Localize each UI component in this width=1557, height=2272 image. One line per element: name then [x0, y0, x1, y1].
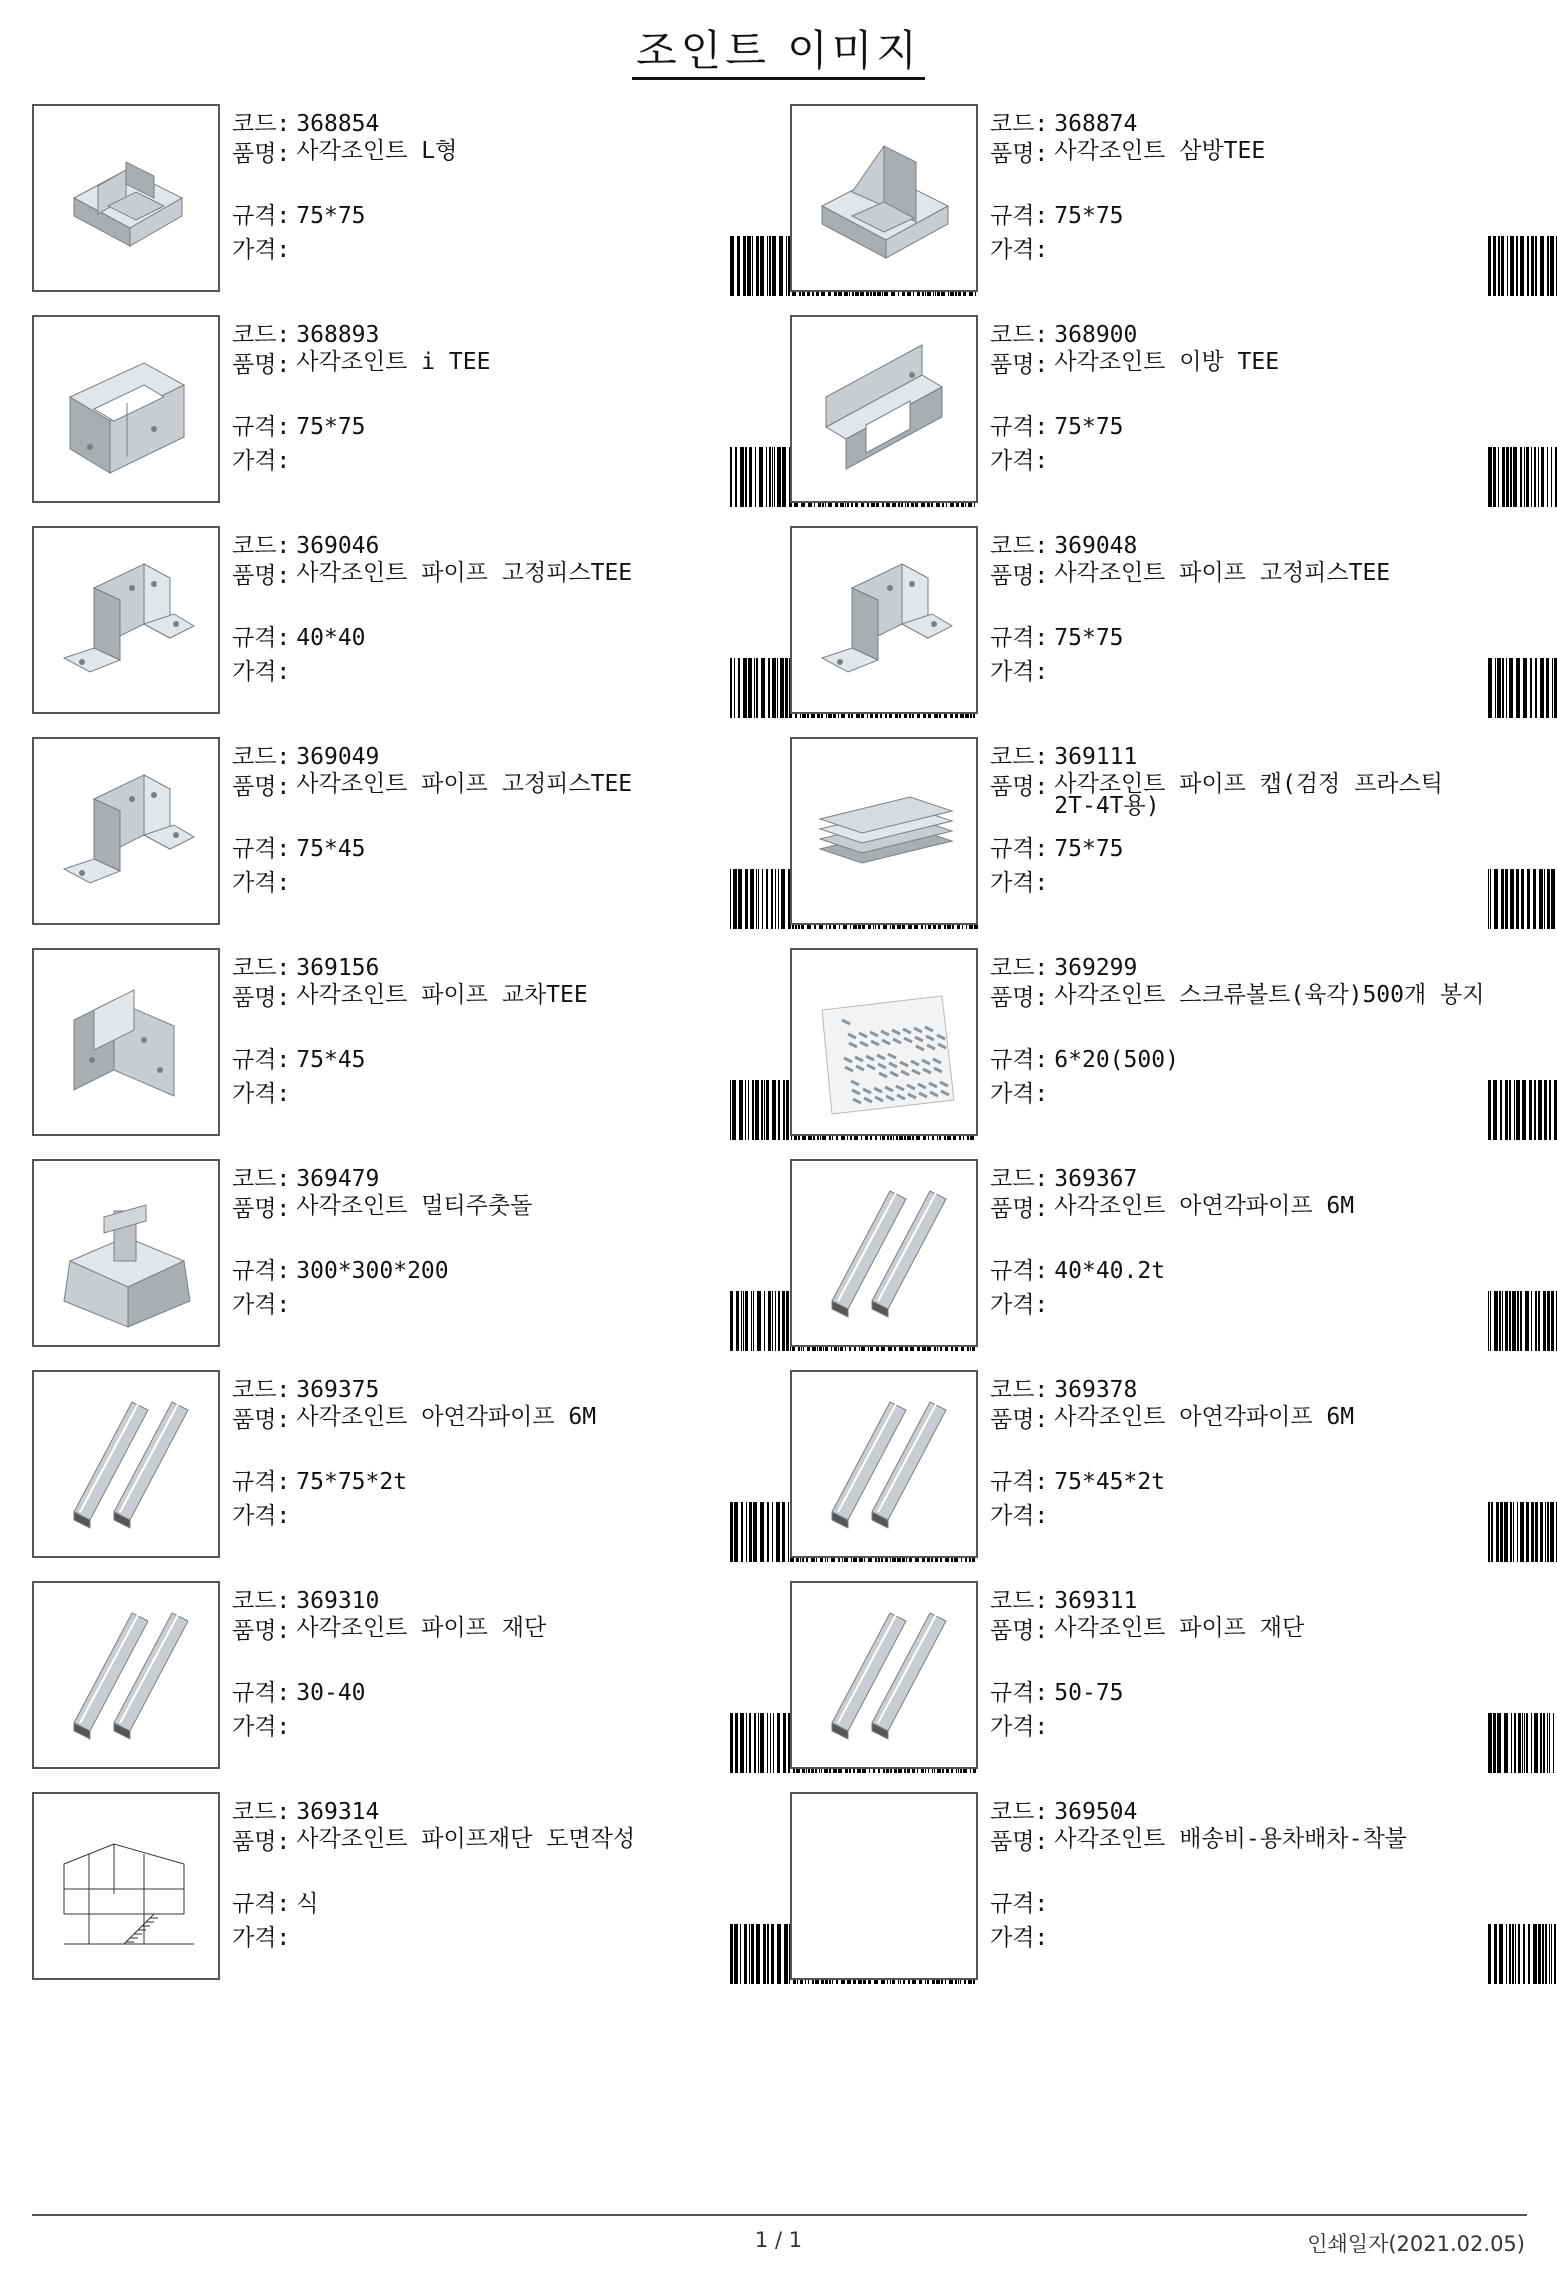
spec-label: 규격: — [990, 625, 1049, 651]
spec-label: 규격: — [232, 1047, 291, 1073]
price-label: 가격: — [990, 1081, 1049, 1107]
product-card — [32, 315, 780, 507]
product-card — [790, 1159, 1538, 1351]
name-row — [232, 1828, 780, 1856]
name-value: 사각조인트 아연각파이프 6M — [1054, 1404, 1355, 1430]
product-image — [32, 526, 220, 714]
code-label: 코드: — [990, 533, 1049, 559]
square-pipe-icon — [792, 1583, 976, 1767]
name-label: 품명: — [990, 1407, 1049, 1433]
code-row — [990, 1376, 1137, 1404]
product-image — [32, 737, 220, 925]
name-value: 사각조인트 L형 — [296, 138, 458, 164]
price-label: 가격: — [990, 1925, 1049, 1951]
code-row — [990, 532, 1137, 560]
price-label: 가격: — [232, 870, 291, 896]
name-value: 사각조인트 배송비-용차배차-착불 — [1054, 1826, 1407, 1852]
name-row — [232, 562, 780, 590]
product-card — [790, 526, 1538, 718]
spec-value: 식 — [296, 1891, 319, 1917]
price-label: 가격: — [990, 659, 1049, 685]
spec-value: 40*40 — [296, 625, 366, 651]
name-value: 사각조인트 삼방TEE — [1054, 138, 1266, 164]
code-row — [990, 743, 1137, 771]
spec-row — [990, 1468, 1165, 1496]
code-value: 369367 — [1054, 1166, 1138, 1192]
code-value: 369378 — [1054, 1377, 1138, 1403]
name-value: 사각조인트 파이프 재단 — [1054, 1615, 1305, 1641]
three-way-tee-icon — [792, 106, 976, 290]
name-label: 품명: — [990, 563, 1049, 589]
code-label: 코드: — [990, 955, 1049, 981]
spec-value: 75*75 — [296, 414, 366, 440]
spec-row — [990, 1890, 1054, 1918]
name-label: 품명: — [232, 352, 291, 378]
name-value: 사각조인트 파이프 고정피스TEE — [1054, 560, 1391, 586]
price-row — [232, 447, 296, 475]
name-value: 사각조인트 파이프 고정피스TEE — [296, 771, 633, 797]
code-row — [232, 532, 379, 560]
foundation-block-icon — [34, 1161, 218, 1345]
code-value: 369049 — [296, 744, 380, 770]
name-value: 사각조인트 아연각파이프 6M — [1054, 1193, 1355, 1219]
product-card — [32, 1159, 780, 1351]
barcode — [1488, 1502, 1557, 1562]
spec-value: 50-75 — [1054, 1680, 1124, 1706]
code-label: 코드: — [232, 533, 291, 559]
bracket-icon — [34, 528, 218, 712]
code-value: 369299 — [1054, 955, 1138, 981]
product-card — [790, 737, 1538, 929]
name-label: 품명: — [990, 1196, 1049, 1222]
spec-row — [990, 1679, 1124, 1707]
spec-value: 75*75 — [296, 203, 366, 229]
barcode — [1488, 447, 1557, 507]
name-label: 품명: — [232, 1618, 291, 1644]
barcode — [1488, 1080, 1557, 1140]
code-row — [232, 743, 379, 771]
code-value: 369156 — [296, 955, 380, 981]
spec-value: 75*75 — [1054, 203, 1124, 229]
product-image — [32, 1792, 220, 1980]
price-label: 가격: — [990, 448, 1049, 474]
barcode — [1488, 1924, 1557, 1984]
price-row — [990, 1291, 1054, 1319]
code-label: 코드: — [232, 1377, 291, 1403]
code-label: 코드: — [990, 1799, 1049, 1825]
name-row — [232, 1617, 780, 1645]
name-label: 품명: — [990, 1829, 1049, 1855]
code-row — [232, 1587, 379, 1615]
name-row — [990, 351, 1538, 379]
code-value: 369314 — [296, 1799, 380, 1825]
spec-row — [990, 1046, 1179, 1074]
spec-row — [232, 1468, 407, 1496]
product-card — [790, 1581, 1538, 1773]
price-row — [990, 658, 1054, 686]
price-label: 가격: — [990, 1714, 1049, 1740]
spec-label: 규격: — [990, 414, 1049, 440]
spec-value: 6*20(500) — [1054, 1047, 1179, 1073]
code-row — [232, 1165, 379, 1193]
spec-label: 규격: — [232, 1680, 291, 1706]
product-card — [32, 737, 780, 929]
bracket-icon — [34, 739, 218, 923]
code-label: 코드: — [232, 322, 291, 348]
square-pipe-icon — [792, 1161, 976, 1345]
name-value: 사각조인트 파이프재단 도면작성 — [296, 1826, 636, 1852]
name-row — [990, 984, 1538, 1012]
code-row — [990, 954, 1137, 982]
name-label: 품명: — [990, 352, 1049, 378]
name-label: 품명: — [990, 141, 1049, 167]
spec-value: 75*45*2t — [1054, 1469, 1166, 1495]
price-label: 가격: — [232, 1925, 291, 1951]
name-row — [990, 562, 1538, 590]
barcode — [1488, 869, 1557, 929]
spec-value: 40*40.2t — [1054, 1258, 1166, 1284]
price-label: 가격: — [232, 1081, 291, 1107]
square-pipe-icon — [34, 1372, 218, 1556]
cap-plates-icon — [792, 739, 976, 923]
spec-row — [990, 413, 1124, 441]
price-row — [990, 447, 1054, 475]
barcode — [1488, 1291, 1557, 1351]
code-label: 코드: — [990, 322, 1049, 348]
spec-row — [232, 1679, 366, 1707]
spec-label: 규격: — [990, 1047, 1049, 1073]
barcode — [1488, 658, 1557, 718]
code-value: 369479 — [296, 1166, 380, 1192]
product-card — [32, 1581, 780, 1773]
name-row — [990, 773, 1538, 817]
code-value: 369311 — [1054, 1588, 1138, 1614]
name-row — [232, 1406, 780, 1434]
square-pipe-icon — [792, 1372, 976, 1556]
cross-tee-icon — [34, 950, 218, 1134]
spec-value: 300*300*200 — [296, 1258, 449, 1284]
code-row — [232, 1798, 379, 1826]
name-row — [232, 773, 780, 801]
bracket-icon — [792, 528, 976, 712]
code-label: 코드: — [232, 744, 291, 770]
product-card — [790, 104, 1538, 296]
price-label: 가격: — [232, 1714, 291, 1740]
code-row — [990, 1165, 1137, 1193]
price-label: 가격: — [990, 237, 1049, 263]
spec-row — [990, 1257, 1165, 1285]
name-label: 품명: — [232, 563, 291, 589]
price-row — [232, 1924, 296, 1952]
price-row — [232, 1080, 296, 1108]
spec-label: 규격: — [232, 203, 291, 229]
code-label: 코드: — [990, 1588, 1049, 1614]
code-label: 코드: — [990, 1166, 1049, 1192]
name-value: 사각조인트 멀티주춧돌 — [296, 1193, 533, 1219]
code-value: 369048 — [1054, 533, 1138, 559]
spec-label: 규격: — [990, 1258, 1049, 1284]
spec-row — [990, 835, 1124, 863]
name-label: 품명: — [232, 1407, 291, 1433]
spec-row — [232, 202, 366, 230]
name-row — [232, 984, 780, 1012]
product-image — [32, 948, 220, 1136]
product-image — [790, 104, 978, 292]
spec-row — [232, 1890, 319, 1918]
product-image — [32, 1370, 220, 1558]
code-value: 368874 — [1054, 111, 1138, 137]
name-value: 사각조인트 i TEE — [296, 349, 491, 375]
spec-label: 규격: — [990, 1891, 1049, 1917]
name-row — [232, 140, 780, 168]
name-label: 품명: — [232, 1196, 291, 1222]
barcode — [1488, 1713, 1557, 1773]
i-tee-icon — [34, 317, 218, 501]
product-image — [790, 1581, 978, 1769]
spec-row — [232, 624, 366, 652]
code-value: 368893 — [296, 322, 380, 348]
price-row — [990, 1713, 1054, 1741]
spec-row — [232, 1257, 449, 1285]
price-row — [990, 1924, 1054, 1952]
page-title: 조인트 이미지 — [0, 18, 1557, 78]
code-value: 368900 — [1054, 322, 1138, 348]
code-label: 코드: — [232, 1588, 291, 1614]
product-image — [790, 948, 978, 1136]
price-label: 가격: — [990, 1292, 1049, 1318]
spec-label: 규격: — [232, 836, 291, 862]
screw-bag-icon — [792, 950, 976, 1134]
two-way-tee-icon — [792, 317, 976, 501]
spec-label: 규격: — [232, 1258, 291, 1284]
spec-value: 30-40 — [296, 1680, 366, 1706]
name-row — [990, 140, 1538, 168]
square-pipe-icon — [34, 1583, 218, 1767]
price-label: 가격: — [232, 237, 291, 263]
spec-row — [232, 413, 366, 441]
code-value: 369375 — [296, 1377, 380, 1403]
name-row — [990, 1828, 1538, 1856]
spec-value: 75*75 — [1054, 414, 1124, 440]
price-label: 가격: — [232, 448, 291, 474]
code-label: 코드: — [990, 111, 1049, 137]
code-value: 369504 — [1054, 1799, 1138, 1825]
name-value: 사각조인트 파이프 재단 — [296, 1615, 547, 1641]
name-value: 사각조인트 파이프 캡(검정 프라스틱 2T-4T용) — [1054, 771, 1443, 819]
code-value: 369310 — [296, 1588, 380, 1614]
code-label: 코드: — [232, 1166, 291, 1192]
spec-row — [990, 202, 1124, 230]
price-label: 가격: — [232, 1292, 291, 1318]
product-image — [32, 315, 220, 503]
spec-value: 75*75*2t — [296, 1469, 408, 1495]
code-row — [990, 1798, 1137, 1826]
price-row — [990, 1080, 1054, 1108]
print-date: 인쇄일자(2021.02.05) — [1307, 2232, 1525, 2256]
spec-label: 규격: — [232, 625, 291, 651]
code-row — [232, 954, 379, 982]
code-label: 코드: — [232, 955, 291, 981]
code-row — [990, 1587, 1137, 1615]
price-row — [990, 869, 1054, 897]
code-label: 코드: — [990, 744, 1049, 770]
name-value: 사각조인트 아연각파이프 6M — [296, 1404, 597, 1430]
price-row — [232, 236, 296, 264]
spec-label: 규격: — [990, 1469, 1049, 1495]
name-row — [232, 1195, 780, 1223]
code-value: 369111 — [1054, 744, 1138, 770]
product-image — [790, 1159, 978, 1347]
product-card — [32, 948, 780, 1140]
name-label: 품명: — [990, 985, 1049, 1011]
blank-image — [792, 1794, 976, 1978]
name-label: 품명: — [232, 985, 291, 1011]
spec-label: 규격: — [990, 1680, 1049, 1706]
product-card — [790, 1370, 1538, 1562]
code-row — [232, 110, 379, 138]
code-label: 코드: — [232, 111, 291, 137]
spec-value: 75*75 — [1054, 836, 1124, 862]
price-label: 가격: — [232, 659, 291, 685]
spec-row — [232, 835, 366, 863]
barcode — [1488, 236, 1557, 296]
product-card — [790, 948, 1538, 1140]
spec-row — [232, 1046, 366, 1074]
name-value: 사각조인트 파이프 교차TEE — [296, 982, 588, 1008]
name-row — [990, 1195, 1538, 1223]
product-image — [32, 1159, 220, 1347]
spec-row — [990, 624, 1124, 652]
price-row — [232, 658, 296, 686]
name-label: 품명: — [232, 141, 291, 167]
product-image — [32, 1581, 220, 1769]
spec-label: 규격: — [990, 203, 1049, 229]
spec-label: 규격: — [232, 414, 291, 440]
code-label: 코드: — [232, 1799, 291, 1825]
name-value: 사각조인트 이방 TEE — [1054, 349, 1280, 375]
l-joint-icon — [34, 106, 218, 290]
price-label: 가격: — [990, 870, 1049, 896]
name-row — [990, 1617, 1538, 1645]
frame-drawing-icon — [34, 1794, 218, 1978]
page-number: 1 / 1 — [754, 2228, 803, 2252]
product-card — [790, 315, 1538, 507]
name-row — [990, 1406, 1538, 1434]
name-value: 사각조인트 스크류볼트(육각)500개 봉지 — [1054, 982, 1485, 1008]
product-image — [790, 1370, 978, 1558]
product-image — [790, 315, 978, 503]
price-label: 가격: — [990, 1503, 1049, 1529]
product-image — [32, 104, 220, 292]
product-image — [790, 737, 978, 925]
name-label: 품명: — [990, 1618, 1049, 1644]
product-card — [32, 104, 780, 296]
price-row — [232, 869, 296, 897]
product-image — [790, 1792, 978, 1980]
name-label: 품명: — [232, 774, 291, 800]
code-row — [232, 1376, 379, 1404]
spec-label: 규격: — [990, 836, 1049, 862]
spec-label: 규격: — [232, 1891, 291, 1917]
price-row — [990, 236, 1054, 264]
spec-value: 75*45 — [296, 836, 366, 862]
price-row — [990, 1502, 1054, 1530]
name-label: 품명: — [990, 774, 1049, 800]
product-card — [790, 1792, 1538, 1984]
price-row — [232, 1291, 296, 1319]
product-card — [32, 1792, 780, 1984]
code-row — [990, 321, 1137, 349]
name-label: 품명: — [232, 1829, 291, 1855]
code-value: 368854 — [296, 111, 380, 137]
spec-value: 75*45 — [296, 1047, 366, 1073]
price-row — [232, 1502, 296, 1530]
product-card — [32, 1370, 780, 1562]
product-image — [790, 526, 978, 714]
name-value: 사각조인트 파이프 고정피스TEE — [296, 560, 633, 586]
code-label: 코드: — [990, 1377, 1049, 1403]
code-row — [990, 110, 1137, 138]
spec-label: 규격: — [232, 1469, 291, 1495]
name-row — [232, 351, 780, 379]
code-value: 369046 — [296, 533, 380, 559]
footer-divider — [32, 2214, 1527, 2216]
price-row — [232, 1713, 296, 1741]
price-label: 가격: — [232, 1503, 291, 1529]
spec-value: 75*75 — [1054, 625, 1124, 651]
product-card — [32, 526, 780, 718]
code-row — [232, 321, 379, 349]
